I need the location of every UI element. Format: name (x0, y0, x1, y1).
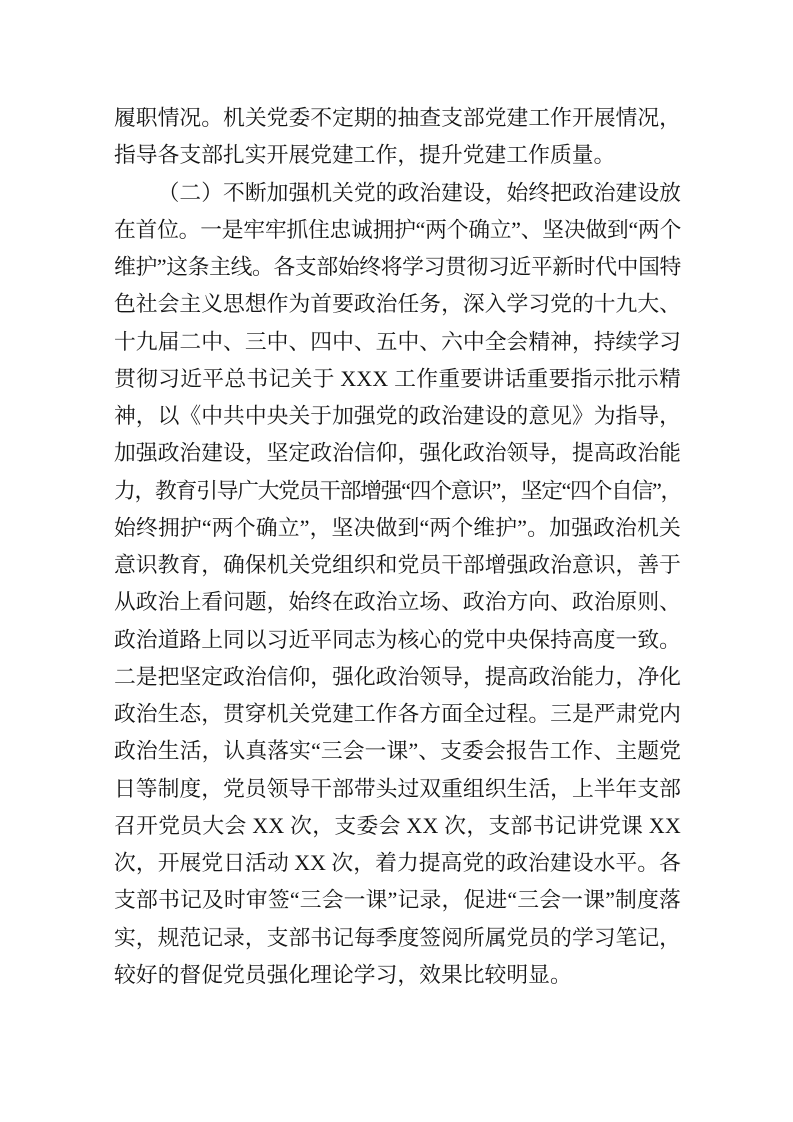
text-line-content: 政治道路上同以习近平同志为核心的党中央保持高度一致。 (114, 627, 681, 652)
text-line (114, 584, 681, 621)
text-line (114, 920, 681, 957)
text-line (114, 771, 681, 808)
document-body (114, 100, 681, 994)
text-line-content: 支部书记及时审签“三会一课”记录，促进“三会一课”制度落 (114, 888, 682, 913)
text-line (114, 286, 681, 323)
text-line (114, 249, 681, 286)
text-line (114, 435, 681, 472)
text-line (114, 175, 681, 212)
text-line-content: 日等制度，党员领导干部带头过双重组织生活，上半年支部 (114, 776, 681, 801)
text-line (114, 547, 681, 584)
text-line-content: 政治生活，认真落实“三会一课”、支委会报告工作、主题党 (114, 739, 681, 764)
text-line (114, 473, 681, 510)
text-line (114, 212, 681, 249)
text-line (114, 845, 681, 882)
text-line (114, 398, 681, 435)
text-line (114, 622, 681, 659)
text-line-content: 意识教育，确保机关党组织和党员干部增强政治意识，善于 (114, 553, 681, 577)
text-line-content: 实，规范记录，支部书记每季度签阅所属党员的学习笔记， (114, 925, 681, 950)
text-line-content: 神，以《中共中央关于加强党的政治建设的意见》为指导， (114, 404, 681, 428)
text-line-content: 加强政治建设，坚定政治信仰，强化政治领导，提高政治能 (114, 441, 681, 466)
text-line-content: 二是把坚定政治信仰，强化政治领导，提高政治能力，净化 (114, 664, 681, 689)
text-line-content: 较好的督促党员强化理论学习，效果比较明显。 (114, 962, 572, 987)
text-line-content: 色社会主义思想作为首要政治任务，深入学习党的十九大、 (114, 292, 681, 317)
text-line (114, 733, 681, 770)
text-line (114, 324, 681, 361)
text-line-content: 指导各支部扎实开展党建工作，提升党建工作质量。 (114, 143, 616, 168)
text-line (114, 882, 681, 919)
text-line-content: 政治生态，贯穿机关党建工作各方面全过程。三是严肃党内 (114, 702, 681, 726)
text-line-content: （二）不断加强机关党的政治建设，始终把政治建设放 (157, 180, 681, 205)
text-line-content: 从政治上看问题，始终在政治立场、政治方向、政治原则、 (114, 590, 681, 615)
text-line-content: 始终拥护“两个确立”，坚决做到“两个维护”。加强政治机关 (114, 515, 682, 540)
text-line (114, 100, 681, 137)
text-line (114, 361, 681, 398)
text-line-content: 履职情况。机关党委不定期的抽查支部党建工作开展情况， (114, 106, 681, 130)
text-line-content: 维护”这条主线。各支部始终将学习贯彻习近平新时代中国特 (114, 255, 681, 279)
text-line (114, 137, 681, 174)
text-line (114, 659, 681, 696)
text-line-content: 贯彻习近平总书记关于 XXX 工作重要讲话重要指示批示精 (114, 366, 682, 391)
text-line (114, 957, 681, 994)
text-line-content: 在首位。一是牢牢抓住忠诚拥护“两个确立”、坚决做到“两个 (114, 217, 682, 242)
text-line (114, 510, 681, 547)
text-line-content: 次，开展党日活动 XX 次，着力提高党的政治建设水平。各 (114, 851, 681, 875)
text-line (114, 696, 681, 733)
text-line-content: 力，教育引导广大党员干部增强“四个意识”，坚定“四个自信”， (114, 478, 681, 503)
text-line-content: 召开党员大会 XX 次，支委会 XX 次，支部书记讲党课 XX (114, 813, 681, 838)
text-line-content: 十九届二中、三中、四中、五中、六中全会精神，持续学习 (114, 329, 681, 354)
text-line (114, 808, 681, 845)
